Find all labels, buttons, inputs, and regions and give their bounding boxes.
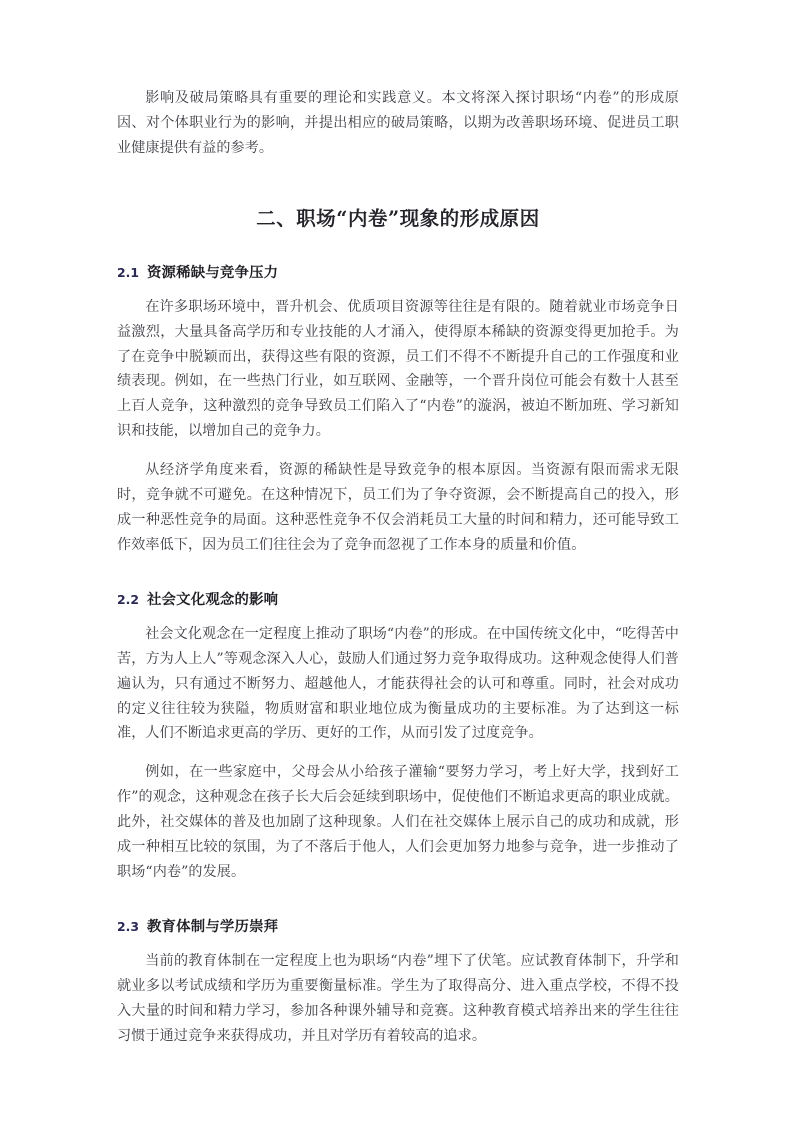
page-content <box>117 86 679 1048</box>
paragraph-2-1-1: 在许多职场环境中，晋升机会、优质项目资源等往往是有限的。随着就业市场竞争日益激烈，大量具备高学历和专业技能的人才涌入，使得原本稀缺的资源变得更加抢手。为了在竞争中脱颖而出，获得这些有限的资源，员工们不得不不断提升自己的工作强度和业绩表现。例如，在一些热门行业，如互联网、金融等，一个晋升岗位可能会有数十人甚至上百人竞争，这种激烈的竞争导致员工们陷入了“内卷”的漩涡，被迫不断加班、学习新知识和技能，以增加自己的竞争力。 <box>117 298 679 440</box>
subsection-number-2-3: 2.3 <box>117 918 139 934</box>
paragraph-2-3-1: 当前的教育体制在一定程度上也为职场“内卷”埋下了伏笔。应试教育体制下，升学和就业多以考试成绩和学历为重要衡量标准。学生为了取得高分、进入重点学校，不得不投入大量的时间和精力学习，参加各种课外辅导和竞赛。这种教育模式培养出来的学生往往习惯于通过竞争来获得成功，并且对学历有着较高的追求。 <box>117 952 679 1044</box>
paragraph-2-1-2: 从经济学角度来看，资源的稀缺性是导致竞争的根本原因。当资源有限而需求无限时，竞争就不可避免。在这种情况下，员工们为了争夺资源，会不断提高自己的投入，形成一种恶性竞争的局面。这种恶性竞争不仅会消耗员工大量的时间和精力，还可能导致工作效率低下，因为员工们往往会为了竞争而忽视了工作本身的质量和价值。 <box>117 462 679 553</box>
subsection-heading-2-1-wrap <box>117 261 679 282</box>
subsection-title-2-2: 社会文化观念的影响 <box>146 590 279 608</box>
subsection-number-2-1: 2.1 <box>117 264 139 280</box>
intro-continuation-paragraph: 影响及破局策略具有重要的理论和实践意义。本文将深入探讨职场“内卷”的形成原因、对个体职业行为的影响，并提出相应的破局策略，以期为改善职场环境、促进员工职业健康提供有益的参考。 <box>117 90 679 156</box>
subsection-title-2-3: 教育体制与学历崇拜 <box>146 917 279 935</box>
subsection-heading-2-3-wrap <box>117 915 679 936</box>
subsection-heading-2-1 <box>117 261 679 282</box>
subsection-heading-2-2-wrap <box>117 588 679 609</box>
section-heading-wrap <box>117 203 679 231</box>
subsection-heading-2-3 <box>117 915 679 936</box>
subsection-number-2-2: 2.2 <box>117 591 139 607</box>
paragraph-2-2-1: 社会文化观念在一定程度上推动了职场“内卷”的形成。在中国传统文化中，“吃得苦中苦，方为人上人”等观念深入人心，鼓励人们通过努力竞争取得成功。这种观念使得人们普遍认为，只有通过不断努力、超越他人，才能获得社会的认可和尊重。同时，社会对成功的定义往往较为狭隘，物质财富和职业地位成为衡量成功的主要标准。为了达到这一标准，人们不断追求更高的学历、更好的工作，从而引发了过度竞争。 <box>117 625 679 742</box>
section-heading: 二、职场“内卷”现象的形成原因 <box>256 206 540 230</box>
subsection-title-2-1: 资源稀缺与竞争压力 <box>146 263 279 281</box>
paragraph-2-2-2: 例如，在一些家庭中，父母会从小给孩子灌输“要努力学习，考上好大学，找到好工作”的观念，这种观念在孩子长大后会延续到职场中，促使他们不断追求更高的职业成就。此外，社交媒体的普及也加剧了这种现象。人们在社交媒体上展示自己的成功和成就，形成一种相互比较的氛围，为了不落后于他人，人们会更加努力地参与竞争，进一步推动了职场“内卷”的发展。 <box>117 764 679 880</box>
subsection-heading-2-2 <box>117 588 679 609</box>
